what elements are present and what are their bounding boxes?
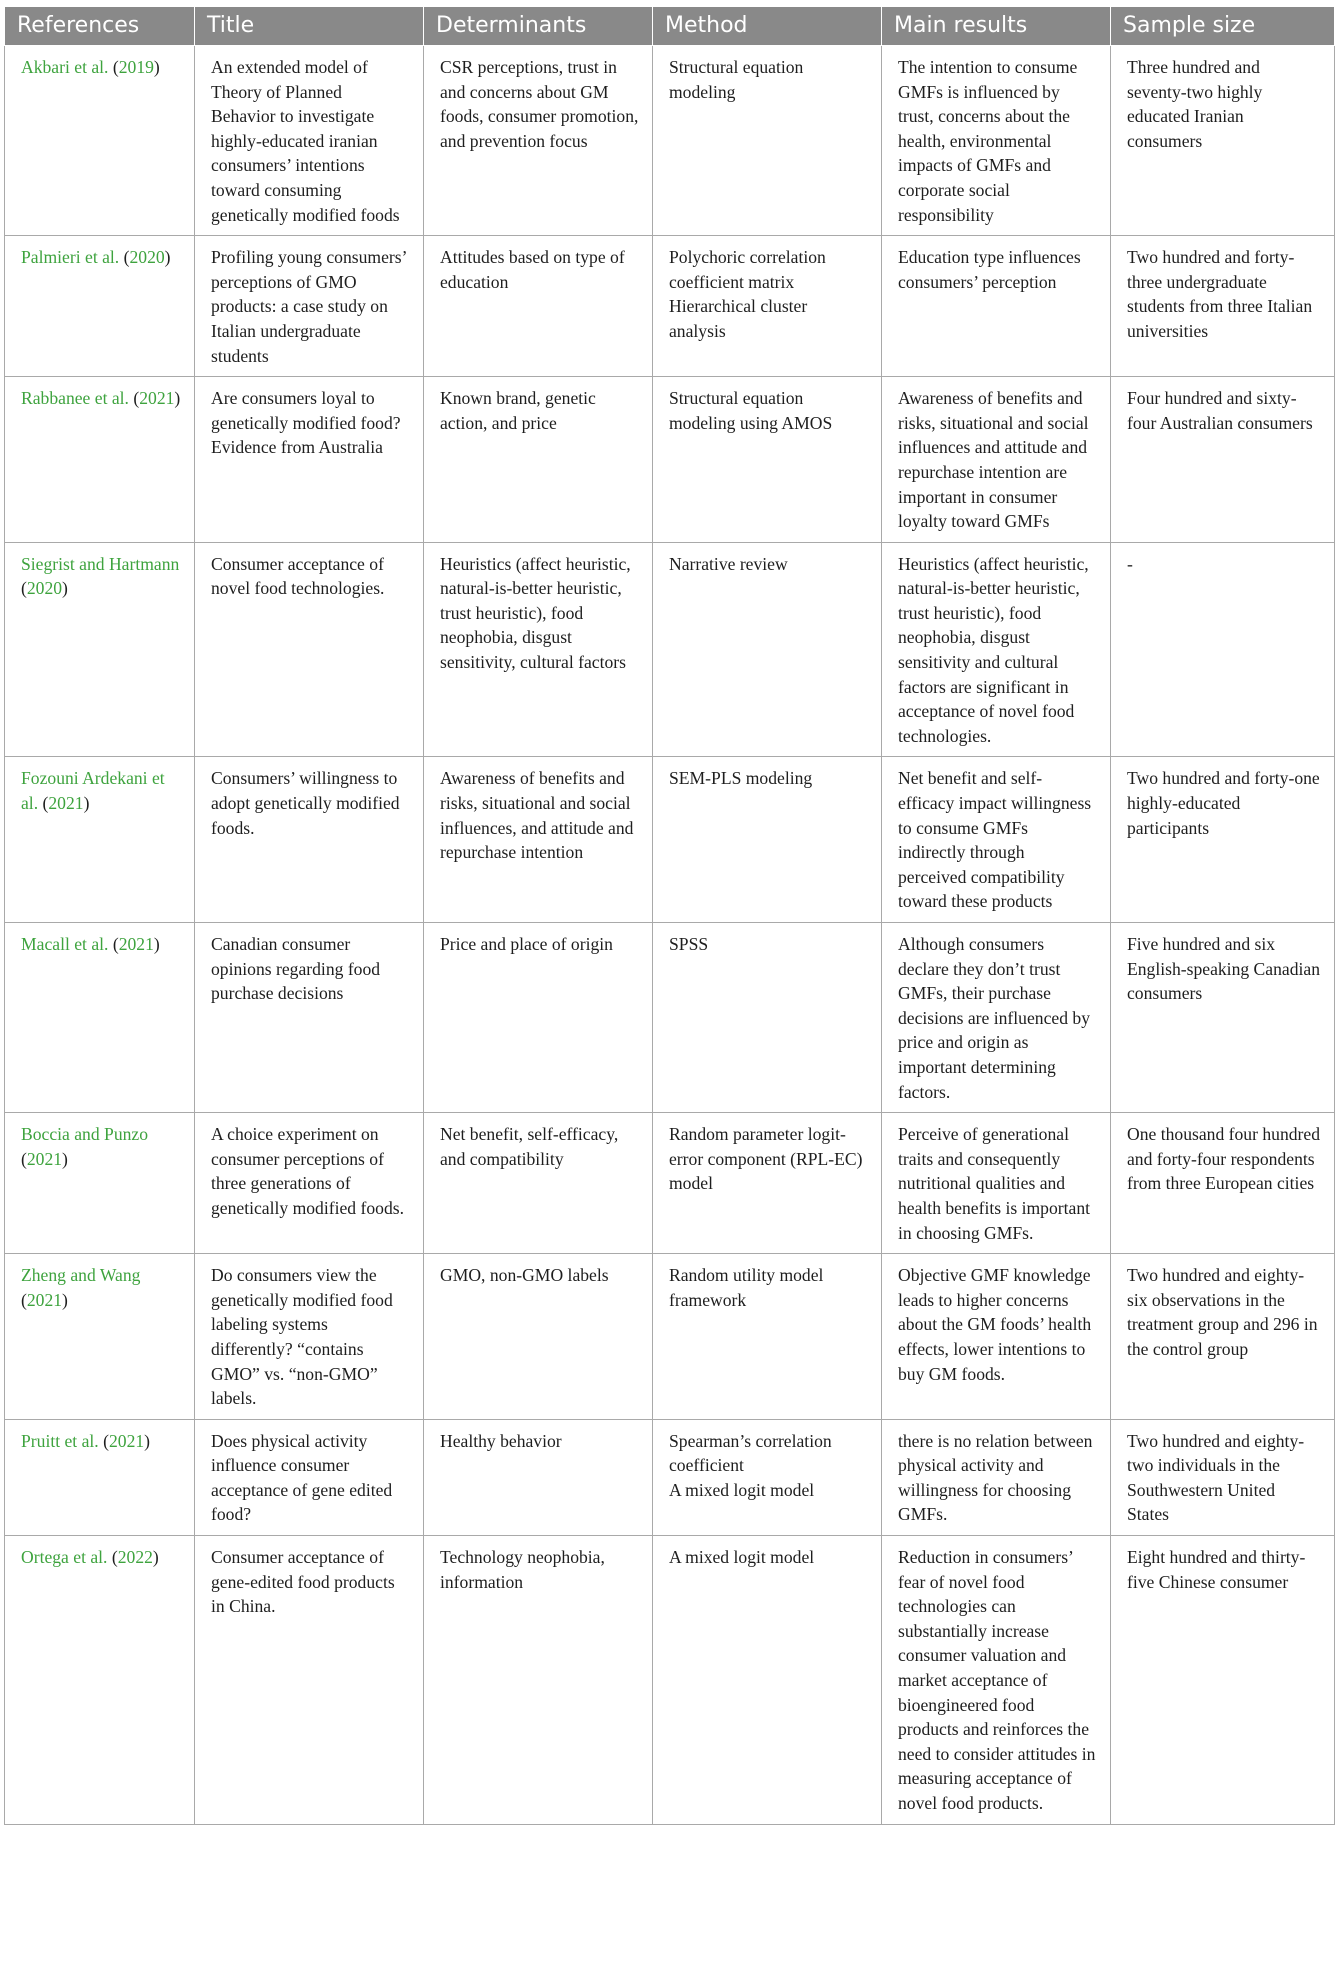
method-cell: Structural equation modeling xyxy=(653,46,882,236)
reference-year-link[interactable]: 2021 xyxy=(26,1289,63,1310)
sample-size-cell: One thousand four hundred and forty-four respondents from three European cities xyxy=(1111,1113,1335,1254)
sample-size-cell: Eight hundred and thirty-five Chinese consumer xyxy=(1111,1536,1335,1825)
paren-open: ( xyxy=(21,1289,27,1310)
table-row xyxy=(5,542,1335,757)
paren-open: ( xyxy=(21,1148,27,1169)
main-results-cell: there is no relation between physical activity and willingness for choosing GMFs. xyxy=(882,1419,1111,1535)
reference-cell xyxy=(5,236,195,377)
main-results-cell: Education type influences consumers’ perception xyxy=(882,236,1111,377)
reference-cell xyxy=(5,1536,195,1825)
paren-close: ) xyxy=(174,388,181,409)
sample-size-cell: Two hundred and forty-three undergraduate students from three Italian universities xyxy=(1111,236,1335,377)
paren-open: ( xyxy=(107,1547,118,1568)
table-header xyxy=(5,7,1335,46)
table-row xyxy=(5,46,1335,236)
title-cell: Does physical activity influence consumer acceptance of gene edited food? xyxy=(195,1419,424,1535)
reference-authors-link[interactable]: Fozouni Ardekani et al. xyxy=(21,768,165,814)
reference-cell xyxy=(5,1113,195,1254)
table-row xyxy=(5,923,1335,1113)
method-cell: SEM-PLS modeling xyxy=(653,757,882,923)
column-header-references: References xyxy=(5,7,195,46)
method-cell: Structural equation modeling using AMOS xyxy=(653,377,882,543)
method-cell: Spearman’s correlation coefficient A mixed logit model xyxy=(653,1419,882,1535)
reference-authors-link[interactable]: Macall et al. xyxy=(21,934,109,954)
reference-cell xyxy=(5,923,195,1113)
column-header-method: Method xyxy=(653,7,882,46)
reference-year-link[interactable]: 2021 xyxy=(118,934,154,954)
sample-size-cell: Three hundred and seventy-two highly educated Iranian consumers xyxy=(1111,46,1335,236)
title-cell: Do consumers view the genetically modified food labeling systems differently? “contains GMO” vs. “non-GMO” labels. xyxy=(195,1254,424,1420)
table-row xyxy=(5,1254,1335,1420)
reference-year-link[interactable]: 2021 xyxy=(108,1430,145,1451)
main-results-cell: Although consumers declare they don’t trust GMFs, their purchase decisions are influenced by price and origin as important determining factors. xyxy=(882,923,1111,1113)
determinants-cell: Awareness of benefits and risks, situational and social influences, and attitude and repurchase intention xyxy=(424,757,653,923)
column-header-determinants: Determinants xyxy=(424,7,653,46)
reference-year-link[interactable]: 2021 xyxy=(26,1148,63,1169)
reference-year-link[interactable]: 2020 xyxy=(129,247,165,268)
reference-cell xyxy=(5,542,195,757)
determinants-cell: Heuristics (affect heuristic, natural-is-better heuristic, trust heuristic), food neophobia, disgust sensitivity, cultural factors xyxy=(424,542,653,757)
method-cell: A mixed logit model xyxy=(653,1536,882,1825)
title-cell: Consumer acceptance of gene-edited food products in China. xyxy=(195,1536,424,1825)
paren-close: ) xyxy=(62,578,68,599)
reference-cell xyxy=(5,1254,195,1420)
paren-close: ) xyxy=(164,247,171,268)
title-cell: Are consumers loyal to genetically modified food? Evidence from Australia xyxy=(195,377,424,543)
reference-cell xyxy=(5,1419,195,1535)
sample-size-cell: Two hundred and forty-one highly-educated participants xyxy=(1111,757,1335,923)
column-header-sample-size: Sample size xyxy=(1111,7,1335,46)
column-header-main-results: Main results xyxy=(882,7,1111,46)
reference-year-link[interactable]: 2019 xyxy=(118,57,154,77)
method-cell: Random utility model framework xyxy=(653,1254,882,1420)
reference-year-link[interactable]: 2020 xyxy=(26,578,63,599)
main-results-cell: Objective GMF knowledge leads to higher concerns about the GM foods’ health effects, lower intentions to buy GM foods. xyxy=(882,1254,1111,1420)
reference-authors-link[interactable]: Boccia and Punzo xyxy=(21,1124,149,1145)
paren-close: ) xyxy=(153,934,160,954)
method-cell: Polychoric correlation coefficient matrix Hierarchical cluster analysis xyxy=(653,236,882,377)
reference-year-link[interactable]: 2022 xyxy=(117,1547,153,1568)
title-cell: Profiling young consumers’ perceptions of GMO products: a case study on Italian undergraduate students xyxy=(195,236,424,377)
table-row xyxy=(5,1536,1335,1825)
title-cell: A choice experiment on consumer perceptions of three generations of genetically modified foods. xyxy=(195,1113,424,1254)
main-results-cell: Reduction in consumers’ fear of novel food technologies can substantially increase consumer valuation and market acceptance of bioengineered food products and reinforces the need to consider attitudes in measuring acceptance of novel food products. xyxy=(882,1536,1111,1825)
determinants-cell: GMO, non-GMO labels xyxy=(424,1254,653,1420)
reference-authors-link[interactable]: Siegrist and Hartmann xyxy=(21,553,180,574)
paren-close: ) xyxy=(83,793,90,814)
sample-size-cell: Four hundred and sixty-four Australian consumers xyxy=(1111,377,1335,543)
paren-close: ) xyxy=(62,1289,68,1310)
reference-cell xyxy=(5,46,195,236)
title-cell: Consumers’ willingness to adopt genetically modified foods. xyxy=(195,757,424,923)
reference-authors-link[interactable]: Palmieri et al. xyxy=(21,247,120,268)
main-results-cell: Net benefit and self-efficacy impact willingness to consume GMFs indirectly through perceived compatibility toward these products xyxy=(882,757,1111,923)
title-cell: Canadian consumer opinions regarding food purchase decisions xyxy=(195,923,424,1113)
table-row xyxy=(5,757,1335,923)
table-row xyxy=(5,1113,1335,1254)
method-cell: Narrative review xyxy=(653,542,882,757)
column-header-title: Title xyxy=(195,7,424,46)
determinants-cell: Price and place of origin xyxy=(424,923,653,1113)
header-row xyxy=(5,7,1335,46)
main-results-cell: The intention to consume GMFs is influenced by trust, concerns about the health, environmental impacts of GMFs and corporate social responsibility xyxy=(882,46,1111,236)
paren-close: ) xyxy=(152,1547,159,1568)
title-cell: Consumer acceptance of novel food technologies. xyxy=(195,542,424,757)
paren-open: ( xyxy=(108,57,119,77)
table-row xyxy=(5,236,1335,377)
main-results-cell: Perceive of generational traits and consequently nutritional qualities and health benefits is important in choosing GMFs. xyxy=(882,1113,1111,1254)
table-body xyxy=(5,46,1335,1825)
table-row xyxy=(5,1419,1335,1535)
sample-size-cell: Two hundred and eighty-six observations in the treatment group and 296 in the control group xyxy=(1111,1254,1335,1420)
main-results-cell: Heuristics (affect heuristic, natural-is-better heuristic, trust heuristic), food neophobia, disgust sensitivity and cultural factors are significant in acceptance of novel food technologies. xyxy=(882,542,1111,757)
paren-open: ( xyxy=(128,388,140,409)
determinants-cell: Healthy behavior xyxy=(424,1419,653,1535)
determinants-cell: Known brand, genetic action, and price xyxy=(424,377,653,543)
main-results-cell: Awareness of benefits and risks, situational and social influences and attitude and repurchase intention are important in consumer loyalty toward GMFs xyxy=(882,377,1111,543)
paren-open: ( xyxy=(21,578,27,599)
table-row xyxy=(5,377,1335,543)
reference-authors-link[interactable]: Pruitt et al. xyxy=(21,1430,99,1451)
reference-authors-link[interactable]: Ortega et al. xyxy=(21,1547,108,1568)
reference-cell xyxy=(5,757,195,923)
reference-cell xyxy=(5,377,195,543)
paren-open: ( xyxy=(119,247,130,268)
reference-year-link[interactable]: 2021 xyxy=(139,388,175,409)
sample-size-cell: Five hundred and six English-speaking Canadian consumers xyxy=(1111,923,1335,1113)
method-cell: SPSS xyxy=(653,923,882,1113)
paren-close: ) xyxy=(144,1430,151,1451)
paren-open: ( xyxy=(98,1430,109,1451)
paren-close: ) xyxy=(153,57,160,77)
paren-close: ) xyxy=(62,1148,68,1169)
determinants-cell: Technology neophobia, information xyxy=(424,1536,653,1825)
determinants-cell: Net benefit, self-efficacy, and compatibility xyxy=(424,1113,653,1254)
sample-size-cell: Two hundred and eighty-two individuals in the Southwestern United States xyxy=(1111,1419,1335,1535)
sample-size-cell: - xyxy=(1111,542,1335,757)
reference-authors-link[interactable]: Zheng and Wang xyxy=(21,1265,141,1286)
paren-open: ( xyxy=(108,934,119,954)
title-cell: An extended model of Theory of Planned Behavior to investigate highly-educated iranian consumers’ intentions toward consuming genetically modified foods xyxy=(195,46,424,236)
method-cell: Random parameter logit-error component (RPL-EC) model xyxy=(653,1113,882,1254)
reference-authors-link[interactable]: Akbari et al. xyxy=(21,57,109,77)
determinants-cell: CSR perceptions, trust in and concerns about GM foods, consumer promotion, and prevention focus xyxy=(424,46,653,236)
reference-year-link[interactable]: 2021 xyxy=(48,793,84,814)
paren-open: ( xyxy=(38,793,49,814)
determinants-cell: Attitudes based on type of education xyxy=(424,236,653,377)
references-table xyxy=(4,6,1335,1825)
reference-authors-link[interactable]: Rabbanee et al. xyxy=(21,388,129,409)
